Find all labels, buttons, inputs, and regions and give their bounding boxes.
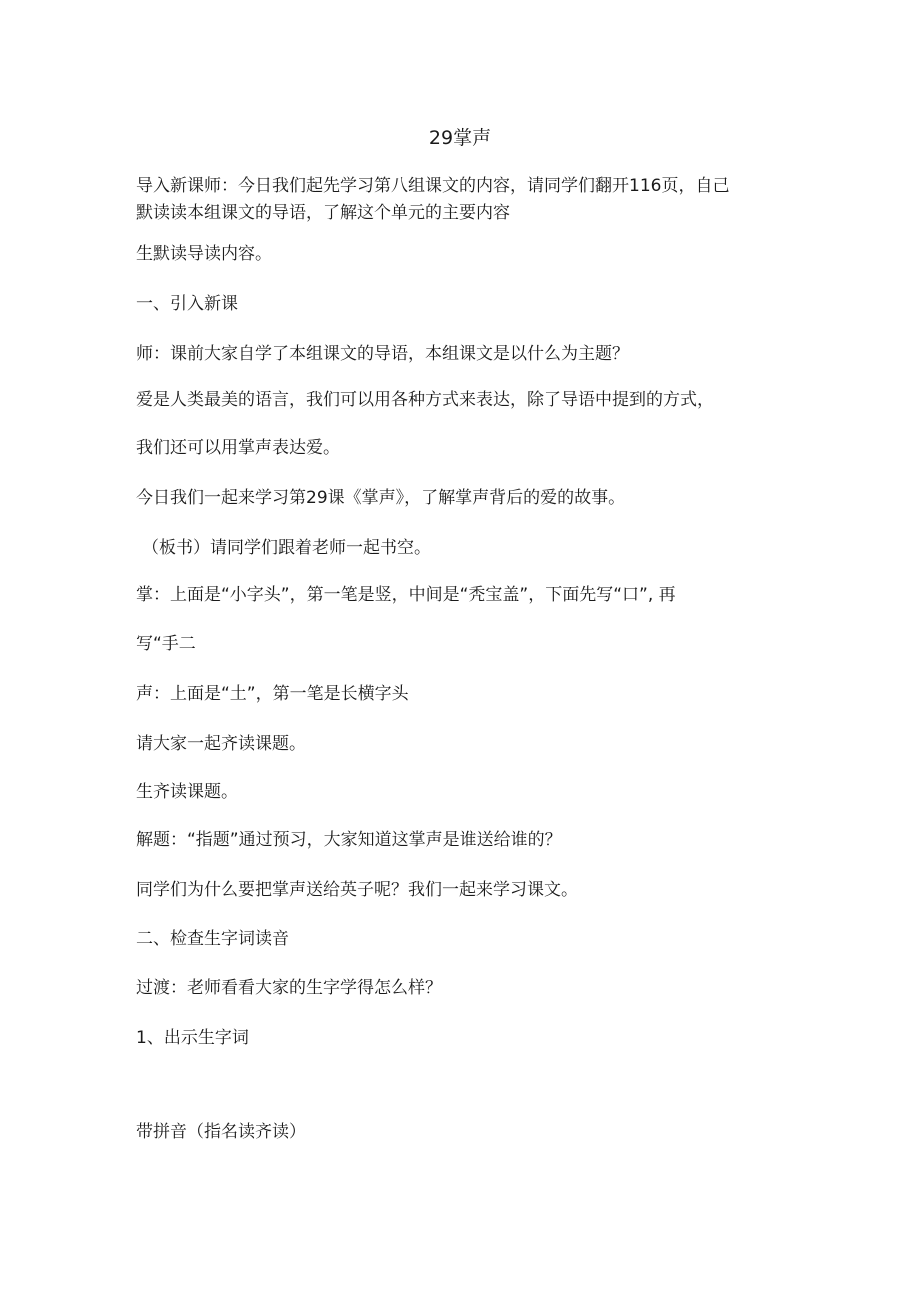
paragraph: 今日我们一起来学习第29课《掌声》，了解掌声背后的爱的故事。 <box>136 488 626 508</box>
paragraph: 生齐读课题。 <box>136 782 238 802</box>
paragraph: 爱是人类最美的语言，我们可以用各种方式来表达，除了导语中提到的方式， <box>136 390 714 410</box>
section-heading: 二、检查生字词读音 <box>136 929 289 949</box>
paragraph: 写“手二 <box>136 634 196 654</box>
paragraph-intro-line-2: 默读读本组课文的导语，了解这个单元的主要内容 <box>136 203 510 223</box>
paragraph: 解题：“指题”通过预习，大家知道这掌声是谁送给谁的？ <box>136 830 562 850</box>
document-title: 29掌声 <box>428 127 492 149</box>
paragraph-intro-line-1: 导入新课师：今日我们起先学习第八组课文的内容，请同学们翻开116页，自己 <box>136 176 730 196</box>
paragraph: 同学们为什么要把掌声送给英子呢？我们一起来学习课文。 <box>136 880 578 900</box>
paragraph: （板书）请同学们跟着老师一起书空。 <box>142 538 431 558</box>
section-heading: 一、引入新课 <box>136 294 238 314</box>
paragraph: 请大家一起齐读课题。 <box>136 734 306 754</box>
paragraph: 带拼音（指名读齐读） <box>136 1122 306 1142</box>
paragraph: 声：上面是“土”，第一笔是长横字头 <box>136 684 409 704</box>
paragraph: 师：课前大家自学了本组课文的导语，本组课文是以什么为主题？ <box>136 344 629 364</box>
paragraph: 掌：上面是“小字头”，第一笔是竖，中间是“秃宝盖”，下面先写“口”, 再 <box>136 585 676 605</box>
paragraph: 生默读导读内容。 <box>136 244 272 264</box>
paragraph: 过渡：老师看看大家的生字学得怎么样？ <box>136 978 442 998</box>
paragraph: 我们还可以用掌声表达爱。 <box>136 438 340 458</box>
paragraph: 1、出示生字词 <box>136 1028 249 1048</box>
